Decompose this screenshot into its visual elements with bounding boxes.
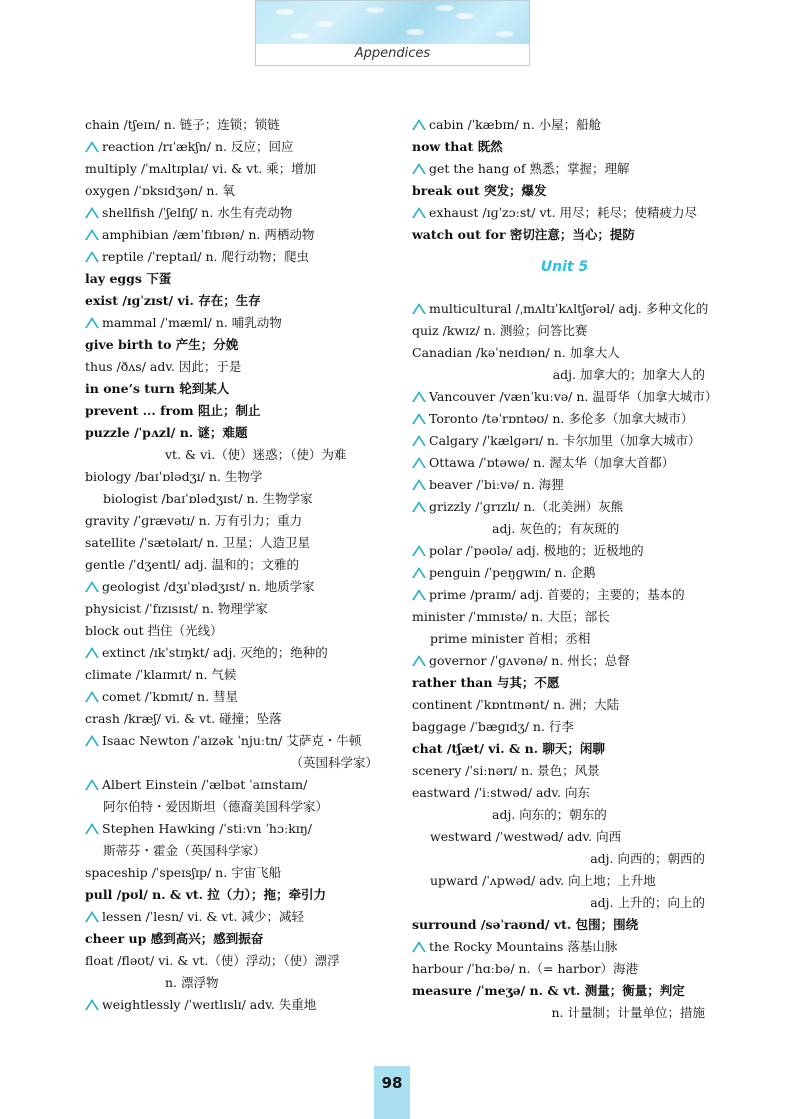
vocab-entry [85,664,390,686]
vocab-entry-text: watch out for 密切注意；当心；提防 [412,227,635,242]
vocab-entry [412,672,717,694]
vocab-entry [85,312,390,334]
triangle-icon [412,545,426,556]
section-title: Appendices [354,46,431,61]
vocab-entry [412,408,717,430]
vocab-entry-text: prevent ... from 阻止；制止 [85,403,261,418]
vocab-entry [85,224,390,246]
vocab-entry [85,378,390,400]
vocab-entry-text: Canadian /kəˈneɪdɪən/ n. 加拿大人 [412,345,620,360]
right-column-top [412,114,717,246]
vocab-entry-text: shellfish /ˈʃelfɪʃ/ n. 水生有壳动物 [102,205,293,220]
vocab-entry-text: n. 漂浮物 [165,975,219,990]
vocab-entry [85,994,390,1016]
vocab-entry [412,342,717,364]
triangle-icon [412,163,426,174]
vocab-entry-text: 斯蒂芬・霍金（英国科学家） [103,843,266,858]
vocab-entry-text: continent /ˈkɒntɪnənt/ n. 洲；大陆 [412,697,620,712]
triangle-icon [412,207,426,218]
vocab-entry-text: Ottawa /ˈɒtəwə/ n. 渥太华（加拿大首都） [429,455,675,470]
vocab-entry-text: lay eggs 下蛋 [85,271,172,286]
triangle-icon [412,567,426,578]
vocab-entry-text: extinct /ɪkˈstɪŋkt/ adj. 灭绝的；绝种的 [102,645,328,660]
vocab-entry-text: chat /tʃæt/ vi. & n. 聊天；闲聊 [412,741,605,756]
vocab-entry [85,466,390,488]
vocab-entry [85,510,390,532]
vocab-entry-text: lessen /ˈlesn/ vi. & vt. 减少；减轻 [102,909,304,924]
vocab-entry [412,936,717,958]
vocab-entry [85,576,390,598]
vocab-entry-text: pull /pʊl/ n. & vt. 拉（力）；拖；牵引力 [85,887,327,902]
triangle-icon [85,207,99,218]
vocab-entry-text: adj. 上升的；向上的 [590,895,705,910]
vocab-entry-text: reptile /ˈreptaɪl/ n. 爬行动物；爬虫 [102,249,309,264]
vocab-entry-text: multiply /ˈmʌltɪplaɪ/ vi. & vt. 乘；增加 [85,161,317,176]
vocab-entry [85,752,390,774]
vocab-entry [412,136,717,158]
vocab-entry [412,180,717,202]
vocab-entry [412,870,717,892]
vocab-entry-text: the Rocky Mountains 落基山脉 [429,939,618,954]
vocab-entry [412,650,717,672]
vocab-entry-text: cheer up 感到高兴；感到振奋 [85,931,264,946]
vocab-entry-text: spaceship /ˈspeɪsʃɪp/ n. 宇宙飞船 [85,865,282,880]
vocab-entry-text: Isaac Newton /ˈaɪzək ˈnjuːtn/ 艾萨克・牛顿 [102,733,362,748]
vocab-entry-text: 阿尔伯特・爱因斯坦（德裔美国科学家） [103,799,329,814]
vocab-entry-text: puzzle /ˈpʌzl/ n. 谜；难题 [85,425,248,440]
vocab-entry [412,496,717,518]
vocab-entry-text: Albert Einstein /ˈælbət ˈaɪnstaɪn/ [102,777,308,792]
vocab-entry [412,364,717,386]
vocab-entry [412,474,717,496]
vocab-entry-text: adj. 灰色的；有灰斑的 [492,521,620,536]
vocab-entry [412,738,717,760]
triangle-icon [412,941,426,952]
vocab-entry [412,914,717,936]
vocab-entry-text: get the hang of 熟悉；掌握；理解 [429,161,630,176]
vocab-entry-text: biology /baɪˈɒlədʒɪ/ n. 生物学 [85,469,263,484]
vocab-entry-text: comet /ˈkɒmɪt/ n. 彗星 [102,689,239,704]
vocab-entry-text: polar /ˈpəʊlə/ adj. 极地的；近极地的 [429,543,644,558]
vocab-entry [412,540,717,562]
vocab-entry [412,782,717,804]
vocab-entry-text: block out 挡住（光线） [85,623,223,638]
vocab-entry [412,562,717,584]
vocab-entry-text: scenery /ˈsiːnərɪ/ n. 景色；风景 [412,763,600,778]
vocab-entry [412,584,717,606]
vocab-entry-text: weightlessly /ˈweɪtlɪslɪ/ adv. 失重地 [102,997,317,1012]
vocab-entry-text: minister /ˈmɪnɪstə/ n. 大臣；部长 [412,609,610,624]
vocab-entry-text: Calgary /ˈkælɡərɪ/ n. 卡尔加里（加拿大城市） [429,433,701,448]
vocab-entry-text: Toronto /təˈrɒntəʊ/ n. 多伦多（加拿大城市） [429,411,694,426]
triangle-icon [85,735,99,746]
vocab-entry [412,848,717,870]
vocab-entry [85,818,390,840]
vocab-entry-text: governor /ˈɡʌvənə/ n. 州长；总督 [429,653,630,668]
vocab-entry-text: gentle /ˈdʒentl/ adj. 温和的；文雅的 [85,557,299,572]
triangle-icon [85,581,99,592]
triangle-icon [85,999,99,1010]
vocab-entry [85,334,390,356]
vocab-entry [85,158,390,180]
triangle-icon [85,317,99,328]
vocab-entry [85,950,390,972]
vocab-entry-text: baggage /ˈbæɡɪdʒ/ n. 行李 [412,719,574,734]
vocab-entry [85,290,390,312]
triangle-icon [412,435,426,446]
vocab-entry [412,804,717,826]
vocab-entry [85,906,390,928]
vocab-entry [85,422,390,444]
vocab-entry-text: exist /ɪɡˈzɪst/ vi. 存在；生存 [85,293,261,308]
vocab-entry [85,598,390,620]
vocab-entry [85,774,390,796]
vocab-entry-text: mammal /ˈmæml/ n. 哺乳动物 [102,315,282,330]
vocab-entry [85,136,390,158]
vocab-entry-text: gravity /ˈɡrævətɪ/ n. 万有引力；重力 [85,513,303,528]
triangle-icon [85,779,99,790]
right-column-bottom [412,298,717,1024]
banner-sky-image [256,1,529,44]
vocab-entry-text: surround /səˈraʊnd/ vt. 包围；围绕 [412,917,639,932]
vocab-entry-text: oxygen /ˈɒksɪdʒən/ n. 氧 [85,183,235,198]
vocab-entry [412,826,717,848]
vocab-entry [412,386,717,408]
vocab-entry-text: upward /ˈʌpwəd/ adv. 向上地；上升地 [430,873,656,888]
vocab-entry [412,606,717,628]
vocab-entry [85,488,390,510]
vocab-entry [412,694,717,716]
header-banner [255,0,530,66]
vocab-entry [85,884,390,906]
vocab-entry-text: crash /kræʃ/ vi. & vt. 碰撞；坠落 [85,711,282,726]
vocab-entry-text: now that 既然 [412,139,503,154]
triangle-icon [85,141,99,152]
page-number: 98 [381,1074,403,1092]
vocab-entry-text: biologist /baɪˈɒlədʒɪst/ n. 生物学家 [103,491,313,506]
vocab-entry [412,158,717,180]
vocab-entry-text: float /fləʊt/ vi. & vt.（使）浮动；（使）漂浮 [85,953,340,968]
vocab-entry [85,268,390,290]
vocab-entry [412,760,717,782]
vocab-entry-text: adj. 向东的；朝东的 [492,807,607,822]
vocab-entry [85,180,390,202]
vocab-entry [412,892,717,914]
vocab-entry [85,862,390,884]
vocab-entry-text: eastward /ˈiːstwəd/ adv. 向东 [412,785,590,800]
vocab-entry [85,400,390,422]
vocab-entry [85,730,390,752]
vocab-entry [85,620,390,642]
vocab-entry-text: prime /praɪm/ adj. 首要的；主要的；基本的 [429,587,685,602]
vocab-entry [85,246,390,268]
vocab-entry-text: in one’s turn 轮到某人 [85,381,230,396]
vocab-entry [85,532,390,554]
vocab-entry-text: exhaust /ɪɡˈzɔːst/ vt. 用尽；耗尽；使精疲力尽 [429,205,698,220]
left-column [85,114,390,1016]
vocab-entry [412,320,717,342]
vocab-entry [85,708,390,730]
vocab-entry [412,958,717,980]
triangle-icon [85,229,99,240]
triangle-icon [412,457,426,468]
vocab-entry [412,628,717,650]
vocab-entry-text: penguin /ˈpeŋɡwɪn/ n. 企鹅 [429,565,596,580]
vocab-entry [85,796,390,818]
vocab-entry-text: n. 计量制；计量单位；措施 [551,1005,705,1020]
vocab-entry-text: Stephen Hawking /ˈstiːvn ˈhɔːkɪŋ/ [102,821,313,836]
vocab-entry [412,224,717,246]
vocab-entry-text: reaction /rɪˈækʃn/ n. 反应；回应 [102,139,294,154]
vocab-entry-text: cabin /ˈkæbɪn/ n. 小屋；船舱 [429,117,602,132]
vocab-entry [85,686,390,708]
vocab-entry [85,840,390,862]
vocab-entry [85,928,390,950]
unit-heading: Unit 5 [540,259,589,275]
right-column [412,114,717,1024]
triangle-icon [412,655,426,666]
vocab-entry [85,114,390,136]
vocab-entry [412,980,717,1002]
page-number-tab [374,1066,410,1119]
triangle-icon [412,119,426,130]
vocab-entry-text: vt. & vi.（使）迷惑；（使）为难 [165,447,347,462]
vocab-entry [412,1002,717,1024]
vocab-entry [412,298,717,320]
vocab-entry-text: amphibian /æmˈfɪbɪən/ n. 两栖动物 [102,227,315,242]
triangle-icon [412,413,426,424]
vocab-entry [85,972,390,994]
triangle-icon [412,589,426,600]
vocab-entry-text: measure /ˈmeʒə/ n. & vt. 测量；衡量；判定 [412,983,685,998]
vocab-entry-text: prime minister 首相；丞相 [430,631,591,646]
triangle-icon [412,303,426,314]
triangle-icon [412,391,426,402]
vocab-entry-text: break out 突发；爆发 [412,183,547,198]
vocab-entry-text: adj. 向西的；朝西的 [590,851,705,866]
triangle-icon [412,501,426,512]
vocab-entry-text: harbour /ˈhɑːbə/ n.（= harbor）海港 [412,961,638,976]
vocab-entry [85,554,390,576]
vocab-entry-text: physicist /ˈfɪzɪsɪst/ n. 物理学家 [85,601,268,616]
vocab-entry [85,444,390,466]
vocab-entry-text: rather than 与其；不愿 [412,675,560,690]
vocab-entry-text: westward /ˈwestwəd/ adv. 向西 [430,829,622,844]
triangle-icon [85,911,99,922]
vocab-entry [412,716,717,738]
vocab-entry-text: geologist /dʒɪˈɒlədʒɪst/ n. 地质学家 [102,579,315,594]
triangle-icon [85,251,99,262]
vocab-entry-text: beaver /ˈbiːvə/ n. 海狸 [429,477,564,492]
vocab-entry-text: （英国科学家） [290,755,378,770]
vocab-entry-text: grizzly /ˈɡrɪzlɪ/ n.（北美洲）灰熊 [429,499,624,514]
vocab-entry-text: quiz /kwɪz/ n. 测验；问答比赛 [412,323,588,338]
vocab-entry [412,430,717,452]
vocab-entry-text: adj. 加拿大的；加拿大人的 [552,367,705,382]
triangle-icon [412,479,426,490]
triangle-icon [85,691,99,702]
vocab-entry-text: give birth to 产生；分娩 [85,337,239,352]
vocab-entry [412,452,717,474]
vocab-entry-text: thus /ðʌs/ adv. 因此；于是 [85,359,242,374]
vocab-entry-text: multicultural /ˌmʌltɪˈkʌltʃərəl/ adj. 多种文化的 [429,301,709,316]
vocab-entry [412,114,717,136]
vocab-entry-text: satellite /ˈsætəlaɪt/ n. 卫星；人造卫星 [85,535,311,550]
vocab-entry [85,642,390,664]
triangle-icon [85,823,99,834]
triangle-icon [85,647,99,658]
vocab-entry [412,202,717,224]
vocab-entry [412,518,717,540]
vocab-entry-text: climate /ˈklaɪmɪt/ n. 气候 [85,667,237,682]
vocab-entry-text: chain /tʃeɪn/ n. 链子；连锁；锁链 [85,117,280,132]
vocab-entry-text: Vancouver /vænˈkuːvə/ n. 温哥华（加拿大城市） [429,389,718,404]
vocab-entry [85,202,390,224]
vocab-entry [85,356,390,378]
